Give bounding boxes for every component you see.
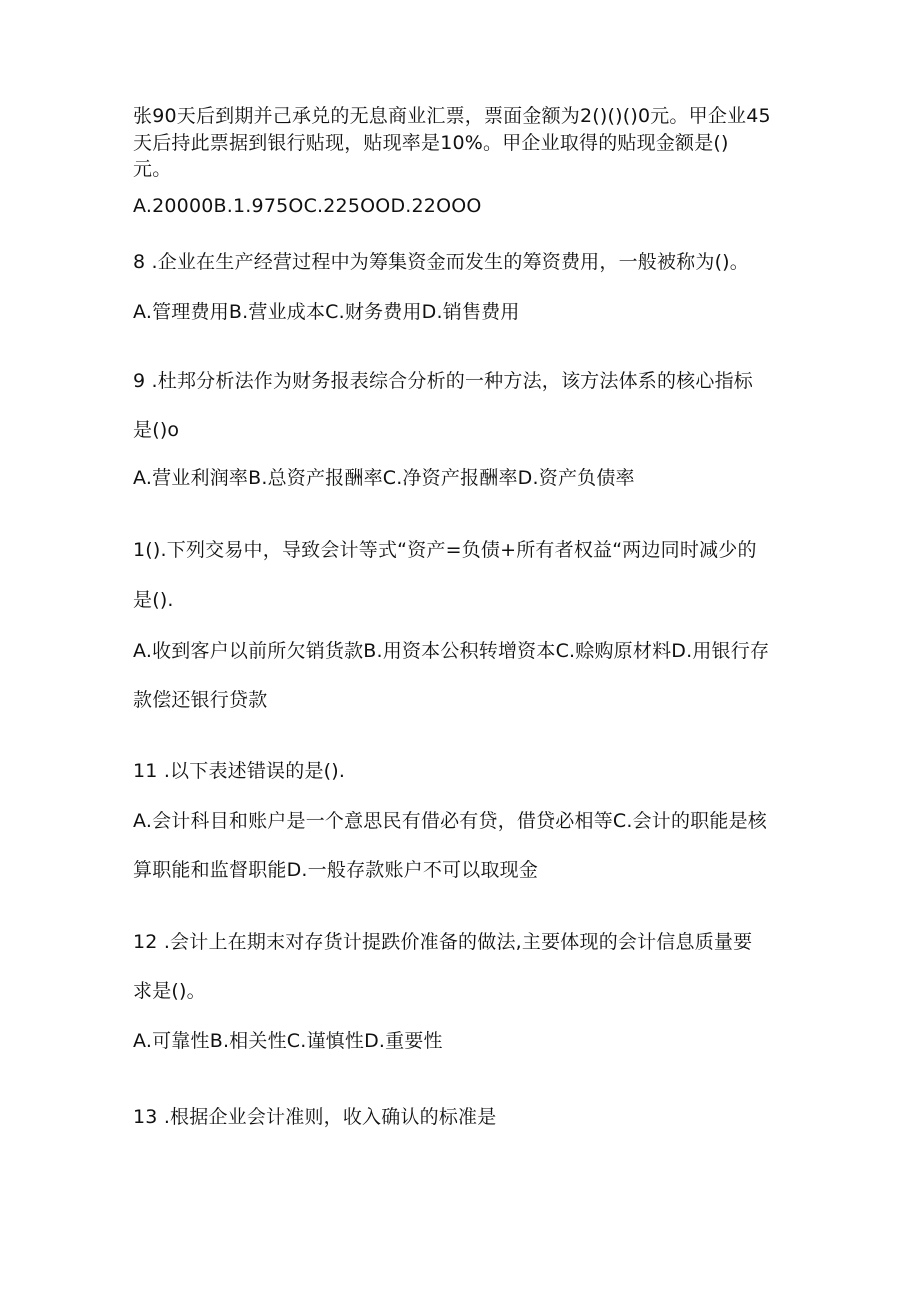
q12-text-line-1: 12 .会计上在期末对存货计提跌价准备的做法,主要体现的会计信息质量要 xyxy=(133,931,753,953)
q11-text: 11 .以下表述错误的是(). xyxy=(133,760,346,782)
q9-options: A.营业利润率B.总资产报酬率C.净资产报酬率D.资产负债率 xyxy=(133,467,635,489)
q7-text-line-2: 天后持此票据到银行贴现，贴现率是10%。甲企业取得的贴现金额是() xyxy=(133,132,729,154)
q12-text-line-2: 求是()。 xyxy=(133,980,206,1002)
q13-text: 13 .根据企业会计准则，收入确认的标准是 xyxy=(133,1106,497,1128)
q7-text-line-1: 张90天后到期并己承兑的无息商业汇票，票面金额为2()()()0元。甲企业45 xyxy=(133,105,771,127)
q10-options-line-1: A.收到客户以前所欠销货款B.用资本公积转增资本C.赊购原材料D.用银行存 xyxy=(133,640,770,662)
q11-options-line-2: 算职能和监督职能D.一般存款账户不可以取现金 xyxy=(133,859,539,881)
q11-options-line-1: A.会计科目和账户是一个意思民有借必有贷，借贷必相等C.会计的职能是核 xyxy=(133,810,768,832)
q8-text: 8 .企业在生产经营过程中为筹集资金而发生的筹资费用，一般被称为()。 xyxy=(133,251,749,273)
q9-text-line-2: 是()o xyxy=(133,419,180,441)
q12-options: A.可靠性B.相关性C.谨慎性D.重要性 xyxy=(133,1030,443,1052)
q7-text-line-3: 元。 xyxy=(133,158,172,180)
q9-text-line-1: 9 .杜邦分析法作为财务报表综合分析的一种方法，该方法体系的核心指标 xyxy=(133,370,753,392)
q10-text-line-1: 1().下列交易中，导致会计等式“资产=负债+所有者权益“两边同时减少的 xyxy=(133,539,757,561)
q10-text-line-2: 是(). xyxy=(133,589,174,611)
q10-options-line-2: 款偿还银行贷款 xyxy=(133,689,268,711)
q7-options: A.20000B.1.975OC.225OOD.22OOO xyxy=(133,195,482,217)
q8-options: A.管理费用B.营业成本C.财务费用D.销售费用 xyxy=(133,301,520,323)
